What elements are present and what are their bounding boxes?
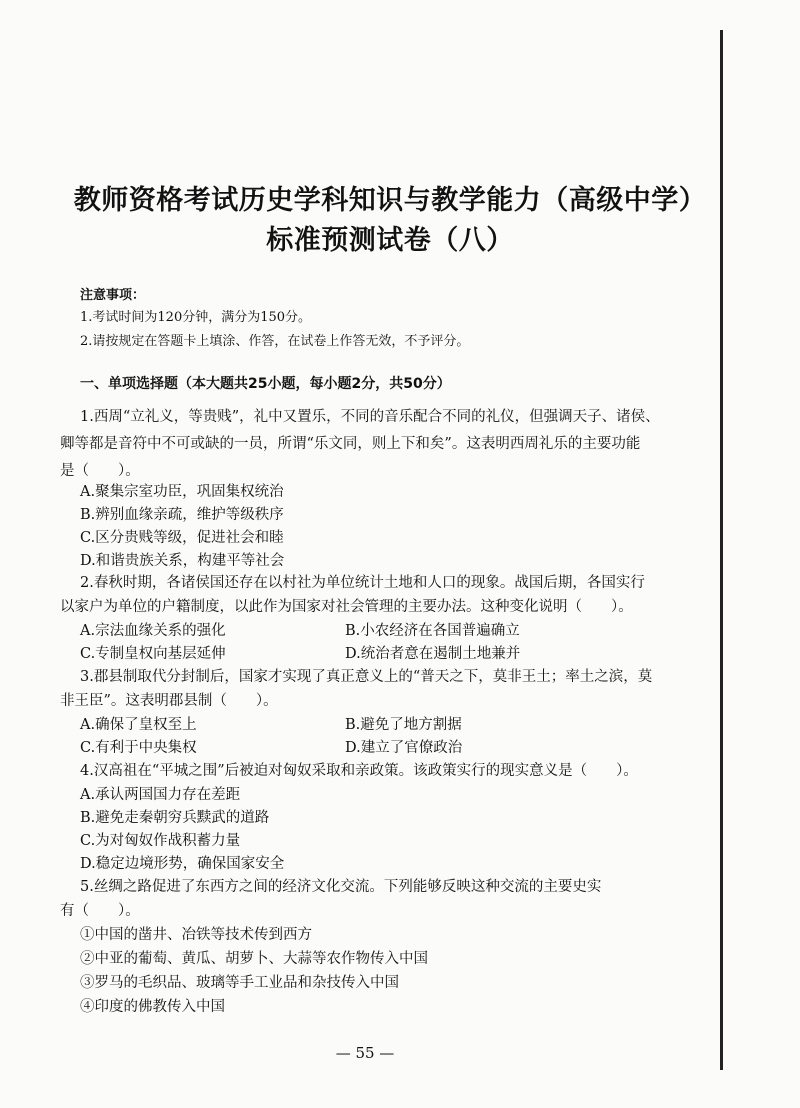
q5-stem-line: 5.丝绸之路促进了东西方之间的经济文化交流。下列能够反映这种交流的主要史实	[80, 879, 602, 895]
q1-stem-line: 是（ ）。	[60, 463, 140, 479]
q1-option-c: C.区分贵贱等级，促进社会和睦	[80, 530, 284, 546]
q4-option-a: A.承认两国国力存在差距	[80, 787, 241, 803]
q5-item: ②中亚的葡萄、黄瓜、胡萝卜、大蒜等农作物传入中国	[80, 951, 428, 967]
q3-option-c: C.有利于中央集权	[80, 740, 197, 756]
q1-option-b: B.辨别血缘亲疏，维护等级秩序	[80, 507, 284, 523]
section-heading: 一、单项选择题（本大题共25小题，每小题2分，共50分）	[80, 376, 451, 392]
exam-title-line2: 标准预测试卷（八）	[266, 225, 514, 256]
q5-item: ④印度的佛教传入中国	[80, 999, 225, 1015]
q2-option-a: A.宗法血缘关系的强化	[80, 623, 226, 639]
q4-option-c: C.为对匈奴作战积蓄力量	[80, 833, 241, 849]
exam-title-line1: 教师资格考试历史学科知识与教学能力（高级中学）	[73, 185, 707, 216]
q3-option-a: A.确保了皇权至上	[80, 717, 197, 733]
q2-option-d: D.统治者意在遏制土地兼并	[345, 646, 521, 662]
q2-option-b: B.小农经济在各国普遍确立	[345, 623, 520, 639]
q5-item: ①中国的凿井、冶铁等技术传到西方	[80, 927, 312, 943]
q2-stem-line: 以家户为单位的户籍制度，以此作为国家对社会管理的主要办法。这种变化说明（ ）。	[60, 599, 633, 615]
q1-option-d: D.和谐贵族关系，构建平等社会	[80, 553, 285, 569]
page-number: — 55 —	[335, 1044, 395, 1062]
q4-option-d: D.稳定边境形势，确保国家安全	[80, 856, 285, 872]
note-item: 2.请按规定在答题卡上填涂、作答，在试卷上作答无效，不予评分。	[80, 334, 470, 349]
q3-option-b: B.避免了地方割据	[345, 717, 462, 733]
q3-stem-line: 非王臣”。这表明郡县制（ ）。	[60, 693, 278, 709]
q5-stem-line: 有（ ）。	[60, 903, 140, 919]
notes-heading: 注意事项：	[80, 288, 146, 303]
q3-option-d: D.建立了官僚政治	[345, 740, 463, 756]
q1-stem-line: 1.西周“立礼义，等贵贱”，礼中又置乐，不同的音乐配合不同的礼仪，但强调天子、诸侯、	[80, 409, 660, 425]
q1-stem-line: 卿等都是音符中不可或缺的一员，所谓“乐文同，则上下和矣”。这表明西周礼乐的主要功能	[60, 436, 641, 452]
q3-stem-line: 3.郡县制取代分封制后，国家才实现了真正意义上的“普天之下，莫非王土；率土之滨，莫	[80, 669, 653, 685]
q1-option-a: A.聚集宗室功臣，巩固集权统治	[80, 484, 284, 500]
q2-option-c: C.专制皇权向基层延伸	[80, 646, 226, 662]
q4-option-b: B.避免走秦朝穷兵黩武的道路	[80, 810, 270, 826]
q2-stem-line: 2.春秋时期，各诸侯国还存在以村社为单位统计土地和人口的现象。战国后期，各国实行	[80, 575, 645, 591]
note-item: 1.考试时间为120分钟，满分为150分。	[80, 310, 312, 325]
q5-item: ③罗马的毛织品、玻璃等手工业品和杂技传入中国	[80, 975, 399, 991]
q4-stem-line: 4.汉高祖在“平城之围”后被迫对匈奴采取和亲政策。该政策实行的现实意义是（ ）。	[80, 763, 638, 779]
